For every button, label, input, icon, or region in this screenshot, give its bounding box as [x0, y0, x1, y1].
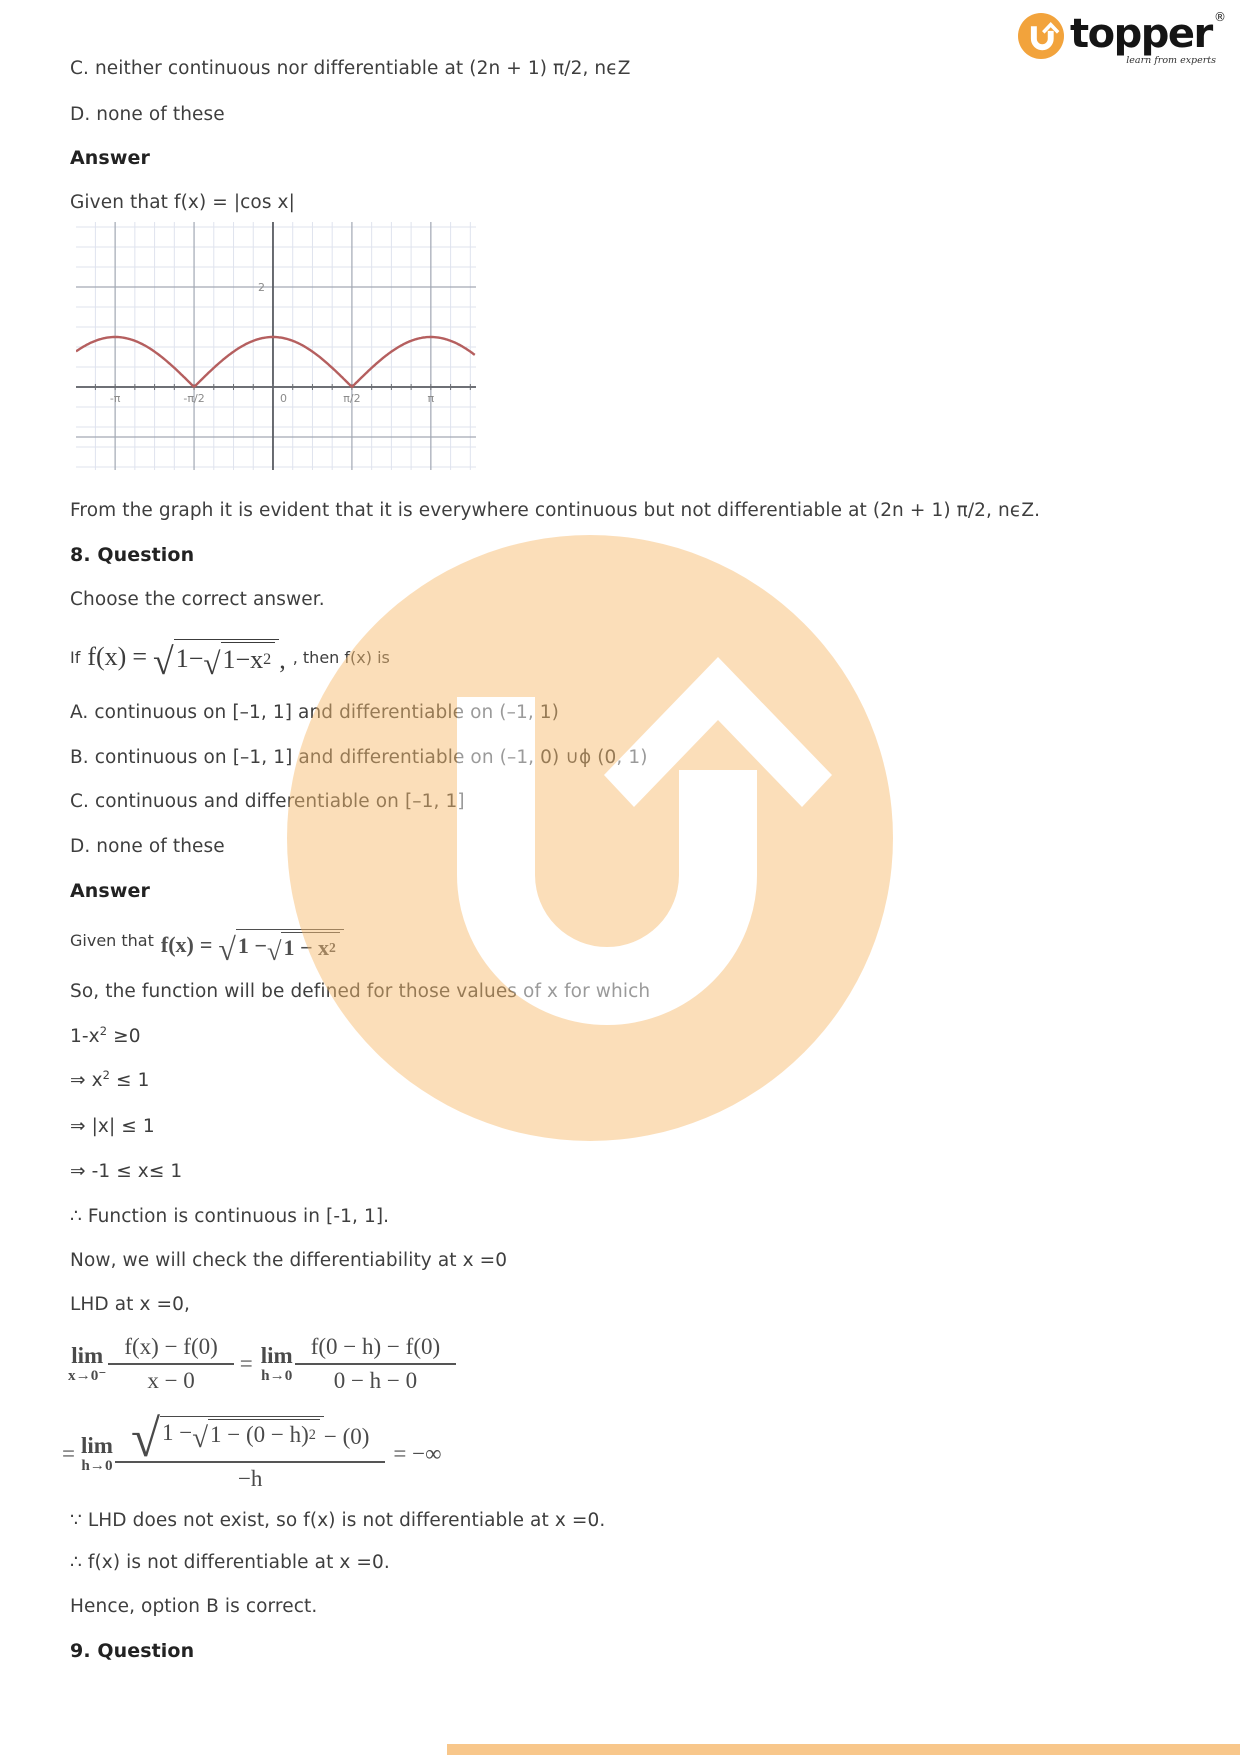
therefore-line-1: ∴ Function is continuous in [-1, 1].: [70, 1206, 390, 1227]
fraction: $\frac{f(x) - f(0)}{x - 0}$: [116, 1334, 225, 1394]
cosine-graph: [76, 222, 476, 470]
svg-text:0: 0: [279, 392, 287, 405]
brand-tagline: learn from experts: [1126, 55, 1216, 66]
math-formula-given: [70, 913, 344, 968]
math-formula-lhd-2: [62, 1404, 442, 1504]
equals-sign: =: [62, 1441, 75, 1466]
svg-text:2: 2: [257, 281, 265, 294]
option-d2-line: D. none of these: [70, 836, 225, 857]
now-line: Now, we will check the differentiability at x =0: [70, 1250, 508, 1271]
outer-radical: √ 1− √ 1−x 2: [153, 639, 279, 675]
comma: ,: [279, 645, 286, 674]
limit-operator: lim x→0⁻: [68, 1342, 107, 1385]
svg-text:-π: -π: [109, 392, 121, 405]
svg-text:-π/2: -π/2: [183, 392, 205, 405]
logo-u-arrow-icon: [1018, 13, 1064, 59]
hence-line: Hence, option B is correct.: [70, 1596, 318, 1617]
given-line: Given that f(x) = |cos x|: [70, 192, 295, 213]
equals-sign: =: [239, 1351, 253, 1376]
formula-fx: f(x): [87, 642, 127, 671]
inner-radical: √ 1−x 2: [203, 642, 275, 675]
outer-radical: √ 1 − √ 1 − x 2: [218, 929, 343, 961]
brand-logo: [1018, 8, 1228, 70]
brand-name: topper: [1070, 11, 1212, 57]
toppr-watermark: [287, 535, 893, 1141]
from-graph-line: From the graph it is evident that it is everywhere continuous but not differentiable at (2n + 1) π/2, nϵZ.: [70, 500, 1041, 521]
ineq-2: ⇒ $x^2 \le 1$: [70, 1067, 150, 1091]
limit-operator: lim h→0: [80, 1432, 113, 1475]
registered-mark: ®: [1214, 10, 1226, 24]
inner-radical: √ 1 − x 2: [267, 932, 340, 961]
outer-radical: √ 1 − √ 1 − (0 − h) 2: [131, 1416, 324, 1458]
option-b-line: B. continuous on [–1, 1] and differentiable on (–1, 0) ∪ϕ (0, 1): [70, 747, 648, 768]
so-line: So, the function will be defined for those values of x for which: [70, 981, 651, 1002]
because-line: ∵ LHD does not exist, so f(x) is not differentiable at x =0.: [70, 1510, 606, 1531]
equals-sign: =: [132, 642, 148, 671]
svg-text:π/2: π/2: [343, 392, 361, 405]
therefore-line-2: ∴ f(x) is not differentiable at x =0.: [70, 1552, 390, 1573]
equals-sign: =: [199, 931, 213, 957]
option-c-line: C. neither continuous nor differentiable at (2n + 1) π/2, nϵZ: [70, 58, 631, 79]
ineq-4: ⇒ -1 ≤ x≤ 1: [70, 1161, 183, 1182]
formula-fx: f(x): [160, 931, 194, 957]
svg-text:π: π: [427, 392, 435, 405]
if-suffix: , then f(x) is: [292, 647, 390, 667]
given-prefix: Given that: [70, 931, 154, 950]
question-8-heading: 8. Question: [70, 544, 195, 566]
ineq-3: ⇒ |x| ≤ 1: [70, 1116, 155, 1137]
question-9-heading: 9. Question: [70, 1640, 195, 1662]
option-c2-line: C. continuous and differentiable on [–1, 1]: [70, 791, 465, 812]
limit-result: = −∞: [393, 1441, 442, 1466]
fraction: $\frac{f(0 - h) - f(0)}{0 - h - 0}$: [303, 1334, 448, 1394]
option-d-line: D. none of these: [70, 104, 225, 125]
math-formula-lhd-1: [68, 1328, 454, 1400]
math-formula-if: [70, 628, 390, 686]
choose-line: Choose the correct answer.: [70, 589, 325, 610]
answer-heading: Answer: [70, 147, 150, 169]
inner-radical: √ 1 − (0 − h) 2: [192, 1419, 320, 1448]
answer-heading-2: Answer: [70, 880, 150, 902]
if-prefix: If: [70, 647, 81, 667]
footer-accent-bar: [447, 1744, 1240, 1755]
ineq-1: $1-x^2 \ge 0$: [70, 1023, 141, 1047]
limit-operator: lim h→0: [260, 1342, 293, 1385]
fraction: √ 1 − √ 1 − (0 − h) 2 − (0) −h: [123, 1416, 377, 1492]
lhd-line: LHD at x =0,: [70, 1294, 190, 1315]
watermark-circle: [287, 535, 893, 1141]
option-a-line: A. continuous on [–1, 1] and differentiable on (–1, 1): [70, 702, 559, 723]
